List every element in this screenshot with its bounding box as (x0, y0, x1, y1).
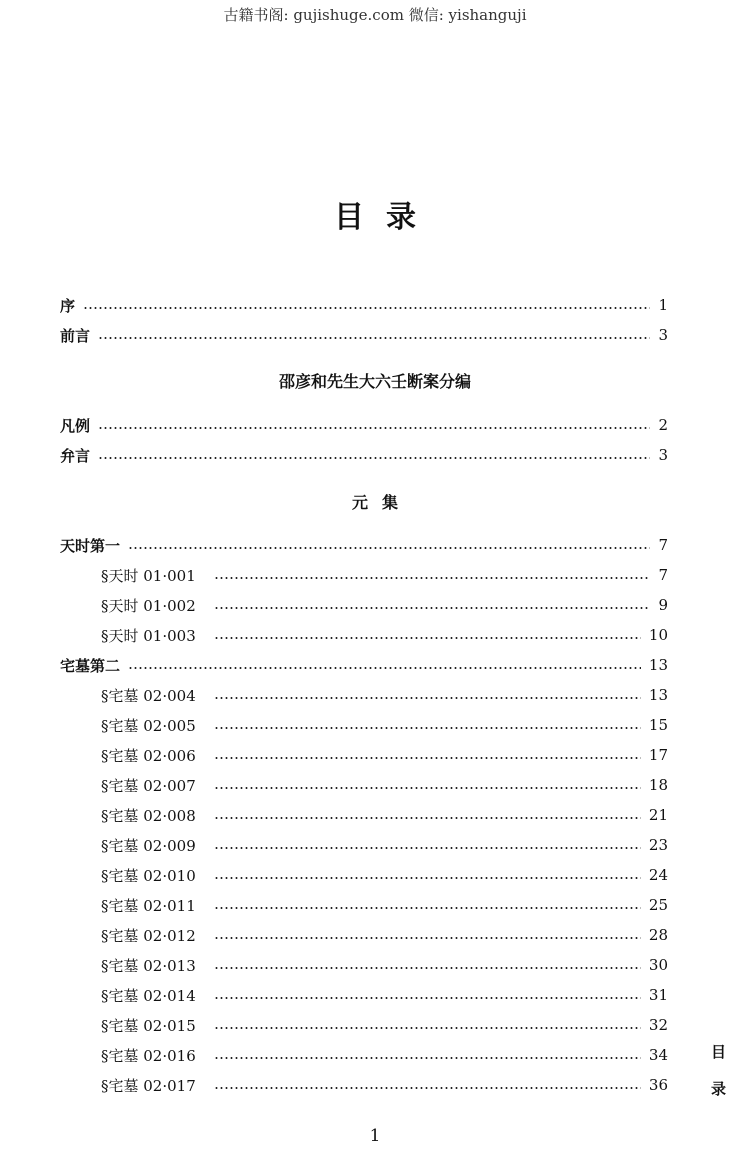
toc-page: 36 (648, 1076, 668, 1094)
toc-row-chapter[interactable] (60, 654, 668, 676)
toc-label: §宅墓 02·009 (101, 836, 196, 855)
toc-row-introduction[interactable] (60, 444, 668, 466)
toc-label: §天时 01·002 (101, 596, 196, 615)
leader-dots (83, 307, 650, 309)
toc-page: 30 (648, 956, 668, 974)
margin-tab-char: 目 (711, 1043, 727, 1061)
toc-page: 10 (648, 626, 668, 644)
collection-heading: 元集 (351, 493, 412, 512)
toc-page: 3 (658, 326, 668, 344)
page-title: 目录 (334, 200, 438, 235)
toc-page: 13 (648, 656, 668, 674)
toc-label: 天时第一 (60, 536, 121, 555)
toc-row-entry[interactable] (101, 804, 668, 826)
toc-row-entry[interactable] (101, 594, 668, 616)
toc-row-entry[interactable] (101, 894, 668, 916)
toc-page: 28 (648, 926, 668, 944)
toc-row-entry[interactable] (101, 624, 668, 646)
leader-dots (128, 547, 650, 549)
toc-label: §宅墓 02·005 (101, 716, 196, 735)
toc-label: 宅墓第二 (60, 656, 121, 675)
leader-dots (214, 787, 641, 789)
leader-dots (98, 427, 650, 429)
toc-row-conventions[interactable] (60, 414, 668, 436)
leader-dots (214, 997, 641, 999)
toc-page: 23 (648, 836, 668, 854)
toc-row-entry[interactable] (101, 864, 668, 886)
page-number: 1 (369, 1126, 381, 1146)
toc-label: §宅墓 02·008 (101, 806, 196, 825)
toc-row-entry[interactable] (101, 684, 668, 706)
toc-label: 凡例 (60, 416, 91, 435)
toc-label: §宅墓 02·006 (101, 746, 196, 765)
toc-page: 13 (648, 686, 668, 704)
toc-page: 24 (648, 866, 668, 884)
leader-dots (214, 637, 641, 639)
leader-dots (214, 607, 650, 609)
leader-dots (214, 697, 641, 699)
toc-label: §宅墓 02·017 (101, 1076, 196, 1095)
toc-row-entry[interactable] (101, 1044, 668, 1066)
toc-row-entry[interactable] (101, 774, 668, 796)
toc-label: 序 (60, 296, 76, 315)
toc-row-entry[interactable] (101, 1014, 668, 1036)
toc-page: 2 (658, 416, 668, 434)
toc-page: 34 (648, 1046, 668, 1064)
toc-label: §宅墓 02·007 (101, 776, 196, 795)
toc-label: §宅墓 02·011 (101, 896, 196, 915)
watermark: 古籍书阁: gujishuge.com 微信: yishanguji (223, 6, 527, 24)
toc-label: §宅墓 02·010 (101, 866, 196, 885)
margin-tab-char: 录 (711, 1080, 727, 1098)
toc-row-entry[interactable] (101, 954, 668, 976)
toc-row-entry[interactable] (101, 984, 668, 1006)
toc-label: §宅墓 02·014 (101, 986, 196, 1005)
toc-label: §宅墓 02·016 (101, 1046, 196, 1065)
leader-dots (214, 907, 641, 909)
toc-row-entry[interactable] (101, 1074, 668, 1096)
leader-dots (98, 457, 650, 459)
leader-dots (214, 1027, 641, 1029)
leader-dots (214, 757, 641, 759)
leader-dots (128, 667, 641, 669)
toc-row-foreword[interactable] (60, 324, 668, 346)
toc-label: 弁言 (60, 446, 91, 465)
toc-page: 31 (648, 986, 668, 1004)
toc-row-chapter[interactable] (60, 534, 668, 556)
toc-label: §宅墓 02·004 (101, 686, 196, 705)
leader-dots (214, 727, 641, 729)
toc-page: 18 (648, 776, 668, 794)
leader-dots (214, 847, 641, 849)
leader-dots (214, 817, 641, 819)
toc-label: §宅墓 02·013 (101, 956, 196, 975)
leader-dots (214, 877, 641, 879)
leader-dots (214, 937, 641, 939)
leader-dots (214, 1057, 641, 1059)
toc-row-entry[interactable] (101, 714, 668, 736)
toc-page: 7 (658, 536, 668, 554)
toc-page: 25 (648, 896, 668, 914)
toc-label: §天时 01·003 (101, 626, 196, 645)
toc-row-entry[interactable] (101, 744, 668, 766)
leader-dots (214, 577, 650, 579)
toc-label: §宅墓 02·015 (101, 1016, 196, 1035)
toc-page: 17 (648, 746, 668, 764)
toc-page: 1 (658, 296, 668, 314)
toc-label: §宅墓 02·012 (101, 926, 196, 945)
leader-dots (214, 967, 641, 969)
toc-page: 3 (658, 446, 668, 464)
leader-dots (214, 1087, 641, 1089)
toc-label: 前言 (60, 326, 91, 345)
toc-row-preface[interactable] (60, 294, 668, 316)
toc-page: 9 (658, 596, 668, 614)
toc-page: 15 (648, 716, 668, 734)
toc-page: 7 (658, 566, 668, 584)
toc-page: 21 (648, 806, 668, 824)
section-heading: 邵彦和先生大六壬断案分编 (278, 372, 471, 391)
toc-row-entry[interactable] (101, 564, 668, 586)
toc-row-entry[interactable] (101, 924, 668, 946)
leader-dots (98, 337, 650, 339)
toc-label: §天时 01·001 (101, 566, 196, 585)
toc-page: 32 (648, 1016, 668, 1034)
toc-row-entry[interactable] (101, 834, 668, 856)
